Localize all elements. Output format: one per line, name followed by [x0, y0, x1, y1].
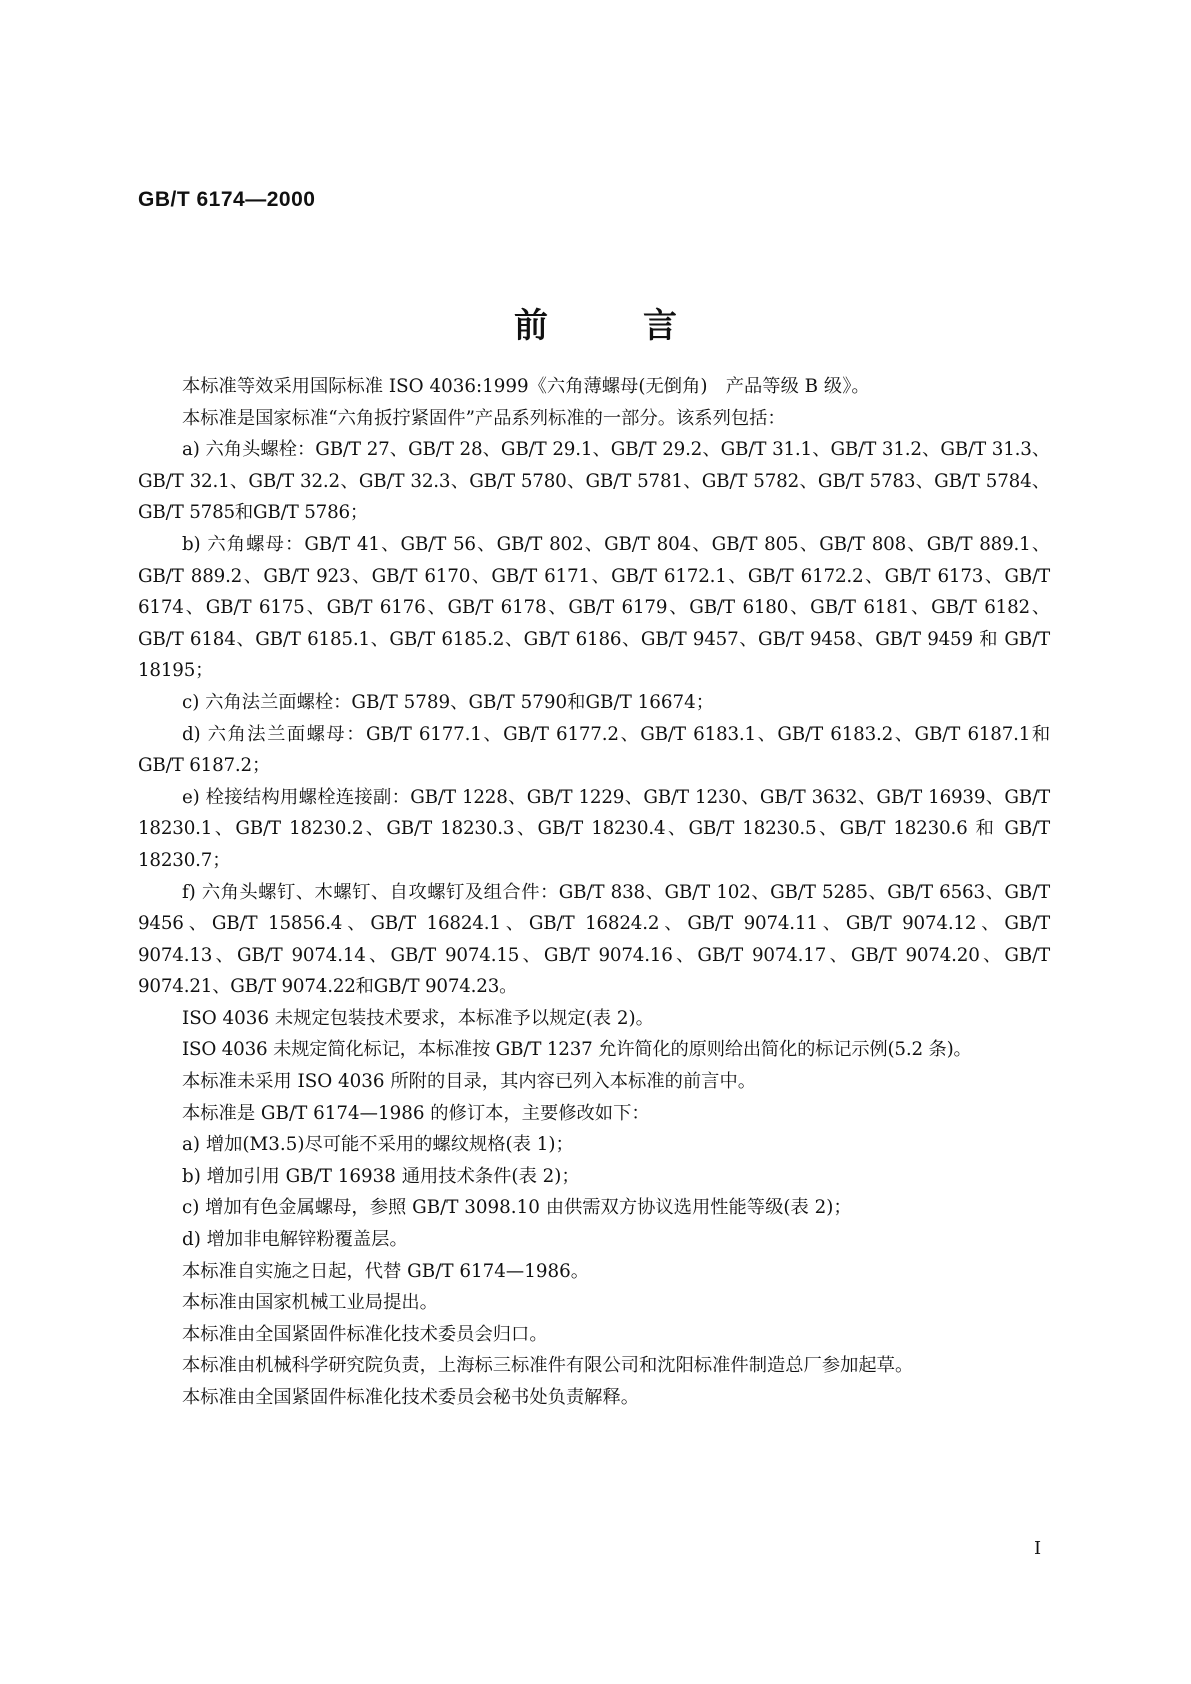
paragraph-interpreted-by: 本标准由全国紧固件标准化技术委员会秘书处负责解释。	[182, 1387, 640, 1408]
paragraph-under-jurisdiction: 本标准由全国紧固件标准化技术委员会归口。	[182, 1323, 548, 1345]
standard-code: GB/T 6174—2000	[138, 188, 316, 211]
paragraph-series-intro: 本标准是国家标准“六角扳拧紧固件”产品系列标准的一部分。该系列包括：	[182, 407, 786, 429]
paragraph-designation: ISO 4036 未规定简化标记，本标准按 GB/T 1237 允许简化的原则给出简化的标记示例(5.2 条)。	[182, 1039, 972, 1061]
page-title: 前言	[514, 306, 772, 346]
paragraph-adoption: 本标准等效采用国际标准 ISO 4036:1999《六角薄螺母(无倒角) 产品等级 B 级》。	[182, 376, 870, 397]
list-item-screws: f) 六角头螺钉、木螺钉、自攻螺钉及组合件：GB/T 838、GB/T 102、GB/T 5285、GB/T 6563、GB/T 9456、GB/T 15856.4、GB/T 16824.1、GB/T 16824.2、GB/T 9074.11、GB/T 9074.12、GB/T 9074.13、GB/T 9074.14、GB/T 9074.15、GB/T 9074.16、GB/T 9074.17、GB/T 9074.20、GB/T 9074.21、GB/T 9074.22和GB/T 9074.23。	[138, 881, 1050, 998]
list-item-structural-bolting: e) 栓接结构用螺栓连接副：GB/T 1228、GB/T 1229、GB/T 1230、GB/T 3632、GB/T 16939、GB/T 18230.1、GB/T 18230.2、GB/T 18230.3、GB/T 18230.4、GB/T 18230.5、GB/T 18230.6 和 GB/T 18230.7；	[138, 786, 1050, 871]
paragraph-revision: 本标准是 GB/T 6174—1986 的修订本，主要修改如下：	[182, 1102, 650, 1124]
paragraph-contents: 本标准未采用 ISO 4036 所附的目录，其内容已列入本标准的前言中。	[182, 1071, 757, 1093]
list-item-hex-bolts: a) 六角头螺栓：GB/T 27、GB/T 28、GB/T 29.1、GB/T 29.2、GB/T 31.1、GB/T 31.2、GB/T 31.3、GB/T 32.1、GB/T 32.2、GB/T 32.3、GB/T 5780、GB/T 5781、GB/T 5782、GB/T 5783、GB/T 5784、GB/T 5785和GB/T 5786；	[138, 439, 1050, 524]
paragraph-packaging: ISO 4036 未规定包装技术要求，本标准予以规定(表 2)。	[182, 1007, 654, 1029]
change-item-c: c) 增加有色金属螺母，参照 GB/T 3098.10 由供需双方协议选用性能等级(表 2)；	[182, 1197, 852, 1219]
list-item-flange-bolts: c) 六角法兰面螺栓：GB/T 5789、GB/T 5790和GB/T 16674；	[182, 691, 715, 713]
change-item-d: d) 增加非电解锌粉覆盖层。	[182, 1229, 408, 1251]
paragraph-replaces: 本标准自实施之日起，代替 GB/T 6174—1986。	[182, 1260, 589, 1282]
change-item-a: a) 增加(M3.5)尽可能不采用的螺纹规格(表 1)；	[182, 1134, 574, 1156]
page-number: I	[1034, 1538, 1042, 1559]
list-item-hex-nuts: b) 六角螺母：GB/T 41、GB/T 56、GB/T 802、GB/T 804、GB/T 805、GB/T 808、GB/T 889.1、GB/T 889.2、GB/T 923、GB/T 6170、GB/T 6171、GB/T 6172.1、GB/T 6172.2、GB/T 6173、GB/T 6174、GB/T 6175、GB/T 6176、GB/T 6178、GB/T 6179、GB/T 6180、GB/T 6181、GB/T 6182、GB/T 6184、GB/T 6185.1、GB/T 6185.2、GB/T 6186、GB/T 9457、GB/T 9458、GB/T 9459 和 GB/T 18195；	[138, 533, 1050, 682]
change-item-b: b) 增加引用 GB/T 16938 通用技术条件(表 2)；	[182, 1165, 580, 1187]
list-item-flange-nuts: d) 六角法兰面螺母：GB/T 6177.1、GB/T 6177.2、GB/T 6183.1、GB/T 6183.2、GB/T 6187.1和 GB/T 6187.2；	[138, 723, 1050, 777]
foreword-body	[138, 371, 1050, 1414]
paragraph-proposed-by: 本标准由国家机械工业局提出。	[182, 1292, 438, 1314]
paragraph-drafted-by: 本标准由机械科学研究院负责，上海标三标准件有限公司和沈阳标准件制造总厂参加起草。	[182, 1355, 914, 1377]
